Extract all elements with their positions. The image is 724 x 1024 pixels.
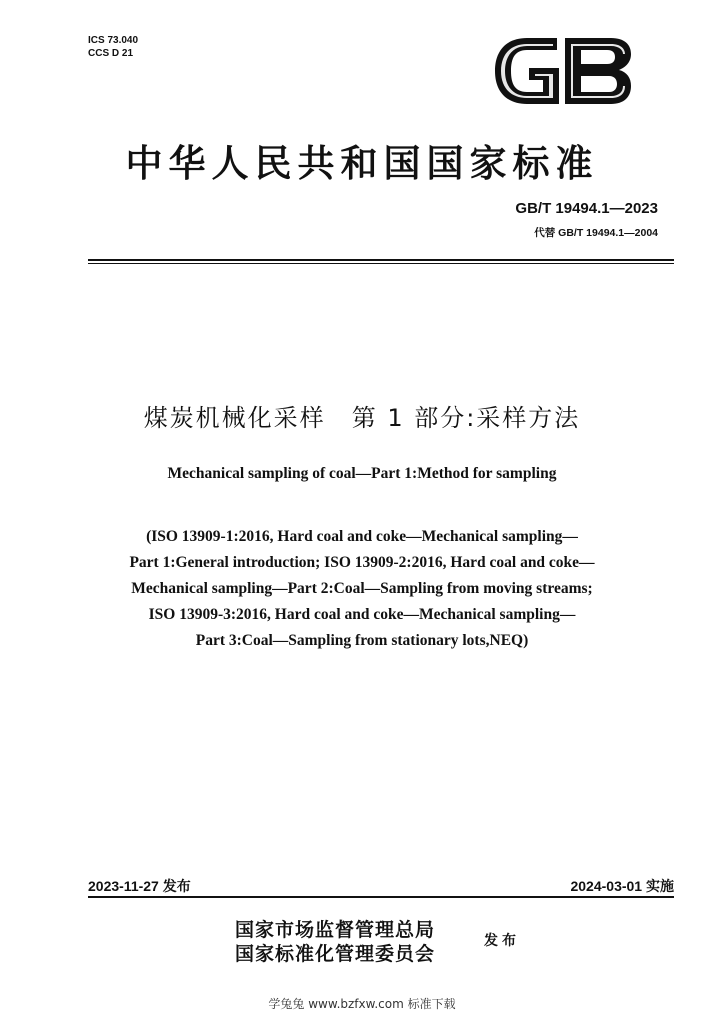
iso-line: ISO 13909-3:2016, Hard coal and coke—Mechanical sampling— [148,606,576,623]
footer-divider [88,896,674,898]
standard-number: GB/T 19494.1—2023 [515,200,658,217]
title-cn-part: 第 1 部分:采样方法 [351,404,581,432]
gb-logo-g [495,38,559,104]
ics-code: ICS 73.040 [88,35,139,46]
publish-date: 2023-11-27 发布 [88,878,191,894]
title-cn-main: 煤炭机械化采样 [143,404,326,432]
ccs-code: CCS D 21 [88,48,134,59]
document-title-cn [0,398,724,433]
implementation-date: 2024-03-01 实施 [570,878,674,894]
standard-category-title: 中华人民共和国国家标准 [125,142,599,185]
gb-logo-b [565,38,631,104]
classification-codes [88,34,138,60]
download-watermark: 学兔兔 www.bzfxw.com 标准下载 [268,997,456,1011]
issue-label: 发布 [484,933,520,949]
document-title-en: Mechanical sampling of coal—Part 1:Method for sampling [167,465,557,482]
gb-logo [493,36,633,106]
iso-line: (ISO 13909-1:2016, Hard coal and coke—Mechanical sampling— [146,528,578,545]
issuer-sac: 国家标准化管理委员会 [235,943,436,965]
iso-line: Mechanical sampling—Part 2:Coal—Sampling from moving streams; [131,580,593,597]
replaces-standard: 代替 GB/T 19494.1—2004 [534,227,658,239]
iso-line: Part 3:Coal—Sampling from stationary lots,NEQ) [195,632,529,649]
header-divider [88,259,674,261]
header-divider-thin [88,263,674,264]
iso-line: Part 1:General introduction; ISO 13909-2:2016, Hard coal and coke— [129,554,595,571]
issuing-organizations [235,918,435,966]
issuer-samr: 国家市场监督管理总局 [235,919,436,941]
iso-reference-block [60,524,664,654]
